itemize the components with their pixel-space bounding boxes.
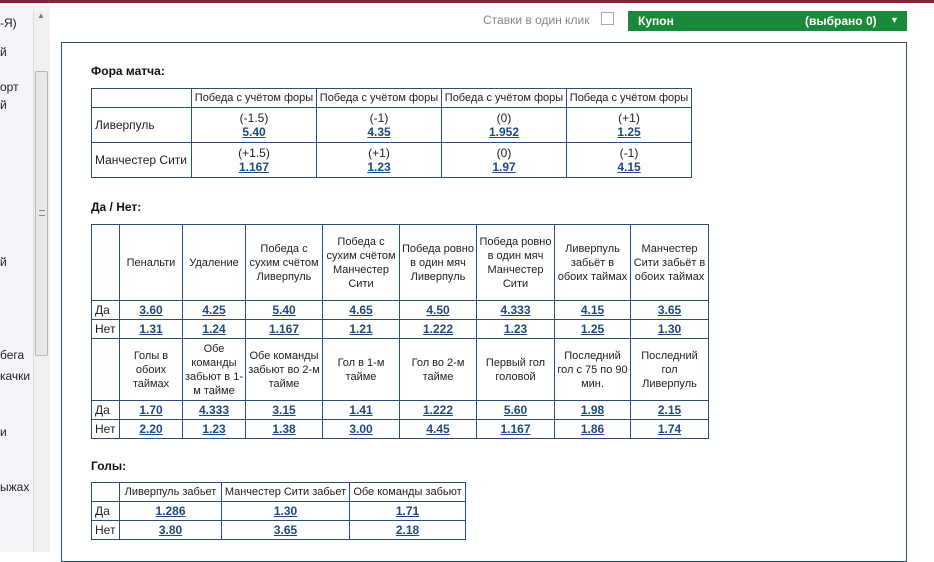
one-click-bets-checkbox[interactable] xyxy=(601,12,614,25)
no-label: Нет xyxy=(92,521,120,540)
odds-cell[interactable] xyxy=(183,401,246,420)
odds-cell[interactable] xyxy=(555,420,631,439)
handicap-section-title: Фора матча: xyxy=(91,64,165,78)
header-row xyxy=(92,339,709,401)
column-header: Победа с учётом форы xyxy=(192,89,317,108)
odds-cell[interactable] xyxy=(477,420,555,439)
odds-cell[interactable] xyxy=(246,301,323,320)
column-header: Ливерпуль забьёт в обоих таймах xyxy=(555,225,631,301)
left-sidebar xyxy=(0,3,50,552)
odds-cell[interactable] xyxy=(555,320,631,339)
odds-cell[interactable] xyxy=(400,301,477,320)
column-header: Обе команды забьют в 1-м тайме xyxy=(183,339,246,401)
odds-link[interactable]: 5.40 xyxy=(242,124,266,139)
sidebar-item[interactable]: ыжах xyxy=(0,480,30,494)
odds-cell[interactable]: (+1.5) 1.167 xyxy=(192,143,317,178)
column-header: Последний гол Ливерпуль xyxy=(631,339,709,401)
odds-link[interactable]: 1.21 xyxy=(349,322,373,336)
odds-cell[interactable]: (-1) 4.35 xyxy=(317,108,442,143)
odds-cell[interactable] xyxy=(631,320,709,339)
odds-link[interactable]: 4.15 xyxy=(617,159,641,174)
odds-cell[interactable] xyxy=(120,301,183,320)
goals-table xyxy=(91,482,466,540)
table-row xyxy=(92,108,692,143)
column-header: Победа ровно в один мяч Манчестер Сити xyxy=(477,225,555,301)
odds-link[interactable]: 1.167 xyxy=(500,422,531,436)
odds-cell[interactable] xyxy=(477,301,555,320)
odds-cell[interactable] xyxy=(555,401,631,420)
odds-cell[interactable] xyxy=(222,521,350,540)
odds-link[interactable]: 1.167 xyxy=(268,322,300,336)
odds-link[interactable]: 1.24 xyxy=(202,322,226,336)
odds-cell[interactable] xyxy=(400,320,477,339)
column-header: Последний гол с 75 по 90 мин. xyxy=(555,339,631,401)
no-label: Нет xyxy=(92,320,120,339)
odds-link[interactable]: 3.00 xyxy=(349,422,373,436)
table-corner xyxy=(92,89,192,108)
table-row xyxy=(92,502,466,521)
odds-link[interactable]: 1.30 xyxy=(657,322,682,336)
odds-link[interactable]: 1.98 xyxy=(580,403,605,417)
sidebar-item[interactable]: орт xyxy=(0,80,19,94)
odds-link[interactable]: 1.23 xyxy=(202,422,226,436)
column-header: Победа с сухим счётом Манчестер Сити xyxy=(323,225,400,301)
column-header: Манчестер Сити забьёт в обоих таймах xyxy=(631,225,709,301)
odds-link[interactable]: 1.97 xyxy=(492,159,516,174)
odds-link[interactable]: 1.30 xyxy=(273,504,298,518)
column-header: Гол во 2-м тайме xyxy=(400,339,477,401)
odds-link[interactable]: 1.25 xyxy=(580,322,605,336)
sidebar-scrollbar-thumb[interactable] xyxy=(35,71,48,356)
odds-cell[interactable]: (0) 1.97 xyxy=(442,143,567,178)
odds-cell[interactable]: (-1) 4.15 xyxy=(567,143,692,178)
odds-link[interactable]: 1.23 xyxy=(503,322,528,336)
odds-link[interactable]: 1.23 xyxy=(367,159,391,174)
odds-cell[interactable]: (-1.5) 5.40 xyxy=(192,108,317,143)
odds-link[interactable]: 1.222 xyxy=(422,322,454,336)
yesno-section-title: Да / Нет: xyxy=(91,200,142,214)
odds-cell[interactable] xyxy=(400,420,477,439)
chevron-down-icon: ▼ xyxy=(890,15,899,25)
odds-link[interactable]: 1.286 xyxy=(155,504,186,518)
column-header: Удаление xyxy=(183,225,246,301)
odds-link[interactable]: 3.15 xyxy=(272,403,296,417)
column-header: Победа с учётом форы xyxy=(317,89,442,108)
column-header: Победа с учётом форы xyxy=(567,89,692,108)
odds-link[interactable]: 4.45 xyxy=(426,422,450,436)
goals-section-title: Голы: xyxy=(91,459,127,473)
odds-cell[interactable] xyxy=(183,320,246,339)
column-header: Ливерпуль забьет xyxy=(120,483,222,502)
odds-link[interactable]: 3.65 xyxy=(657,303,682,317)
header-row xyxy=(92,225,709,301)
column-header: Обе команды забьют xyxy=(350,483,466,502)
odds-cell[interactable] xyxy=(350,521,466,540)
table-row xyxy=(92,320,709,339)
coupon-button[interactable] xyxy=(628,11,907,31)
odds-link[interactable]: 3.65 xyxy=(273,523,298,537)
sidebar-item[interactable]: й xyxy=(0,98,7,112)
odds-link[interactable]: 4.15 xyxy=(580,303,605,317)
odds-link[interactable]: 1.41 xyxy=(349,403,373,417)
odds-link[interactable]: 4.25 xyxy=(202,303,226,317)
odds-cell[interactable] xyxy=(323,301,400,320)
column-header: Пенальти xyxy=(120,225,183,301)
odds-cell[interactable] xyxy=(477,401,555,420)
main-content-panel xyxy=(61,42,907,562)
odds-cell[interactable]: (+1) 1.23 xyxy=(317,143,442,178)
odds-cell[interactable] xyxy=(246,420,323,439)
odds-link[interactable]: 4.65 xyxy=(349,303,373,317)
coupon-count: (выбрано 0) xyxy=(805,14,877,28)
odds-cell[interactable] xyxy=(323,401,400,420)
table-corner xyxy=(92,483,120,502)
table-row xyxy=(92,420,709,439)
odds-link[interactable]: 2.20 xyxy=(139,422,163,436)
table-row xyxy=(92,401,709,420)
top-accent-line xyxy=(0,0,934,3)
grip-icon xyxy=(39,210,45,216)
odds-cell[interactable] xyxy=(477,320,555,339)
yes-label: Да xyxy=(92,401,120,420)
odds-cell[interactable] xyxy=(120,320,183,339)
table-row xyxy=(92,301,709,320)
odds-link[interactable]: 1.86 xyxy=(580,422,605,436)
column-header: Манчестер Сити забьет xyxy=(222,483,350,502)
sidebar-item[interactable]: й xyxy=(0,255,7,269)
odds-cell[interactable] xyxy=(222,502,350,521)
table-corner xyxy=(92,225,120,301)
odds-cell[interactable] xyxy=(350,502,466,521)
odds-link[interactable]: 5.40 xyxy=(272,303,296,317)
odds-link[interactable]: 1.25 xyxy=(617,124,641,139)
header-row xyxy=(92,483,466,502)
handicap-table xyxy=(91,88,692,178)
odds-cell[interactable] xyxy=(555,301,631,320)
odds-cell[interactable] xyxy=(246,320,323,339)
yesno-table xyxy=(91,224,709,439)
table-row xyxy=(92,143,692,178)
sidebar-item[interactable]: бега xyxy=(0,348,25,362)
column-header: Первый гол головой xyxy=(477,339,555,401)
odds-cell[interactable] xyxy=(120,420,183,439)
one-click-bets-label: Ставки в один клик xyxy=(483,13,590,27)
column-header: Победа с сухим счётом Ливерпуль xyxy=(246,225,323,301)
table-row xyxy=(92,521,466,540)
coupon-label: Купон xyxy=(638,14,674,28)
odds-cell[interactable] xyxy=(631,301,709,320)
odds-cell[interactable]: (0) 1.952 xyxy=(442,108,567,143)
odds-link[interactable]: 1.71 xyxy=(395,504,420,518)
odds-link[interactable]: 1.74 xyxy=(657,422,682,436)
odds-link[interactable]: 4.333 xyxy=(500,303,531,317)
odds-link[interactable]: 3.80 xyxy=(158,523,183,537)
odds-link[interactable]: 1.952 xyxy=(488,124,520,139)
odds-link[interactable]: 4.333 xyxy=(198,403,230,417)
odds-link[interactable]: 1.167 xyxy=(238,159,270,174)
scroll-up-arrow-icon[interactable]: ▲ xyxy=(37,11,45,20)
column-header: Обе команды забьют во 2-м тайме xyxy=(246,339,323,401)
odds-link[interactable]: 2.15 xyxy=(657,403,682,417)
odds-cell[interactable] xyxy=(400,401,477,420)
team-name: Манчестер Сити xyxy=(92,143,192,178)
no-label: Нет xyxy=(92,420,120,439)
yes-label: Да xyxy=(92,301,120,320)
sidebar-item[interactable]: и xyxy=(0,425,7,439)
sidebar-item[interactable]: -Я) xyxy=(0,16,17,30)
odds-cell[interactable] xyxy=(183,420,246,439)
odds-cell[interactable] xyxy=(183,301,246,320)
odds-link[interactable]: 1.70 xyxy=(139,403,163,417)
table-corner xyxy=(92,339,120,401)
odds-cell[interactable] xyxy=(323,420,400,439)
odds-link[interactable]: 4.35 xyxy=(367,124,391,139)
odds-cell[interactable] xyxy=(323,320,400,339)
sidebar-item[interactable]: й xyxy=(0,45,7,59)
odds-link[interactable]: 5.60 xyxy=(503,403,528,417)
team-name: Ливерпуль xyxy=(92,108,192,143)
column-header: Победа ровно в один мяч Ливерпуль xyxy=(400,225,477,301)
odds-cell[interactable]: (+1) 1.25 xyxy=(567,108,692,143)
yes-label: Да xyxy=(92,502,120,521)
odds-cell[interactable] xyxy=(246,401,323,420)
odds-link[interactable]: 1.222 xyxy=(422,403,454,417)
odds-cell[interactable] xyxy=(120,401,183,420)
odds-link[interactable]: 1.38 xyxy=(272,422,296,436)
column-header: Победа с учётом форы xyxy=(442,89,567,108)
odds-cell[interactable] xyxy=(120,521,222,540)
odds-link[interactable]: 2.18 xyxy=(395,523,420,537)
odds-link[interactable]: 4.50 xyxy=(426,303,450,317)
column-header: Голы в обоих таймах xyxy=(120,339,183,401)
odds-cell[interactable] xyxy=(631,420,709,439)
odds-link[interactable]: 1.31 xyxy=(139,322,163,336)
column-header: Гол в 1-м тайме xyxy=(323,339,400,401)
odds-link[interactable]: 3.60 xyxy=(139,303,163,317)
sidebar-item[interactable]: качки xyxy=(0,369,31,383)
odds-cell[interactable] xyxy=(120,502,222,521)
odds-cell[interactable] xyxy=(631,401,709,420)
